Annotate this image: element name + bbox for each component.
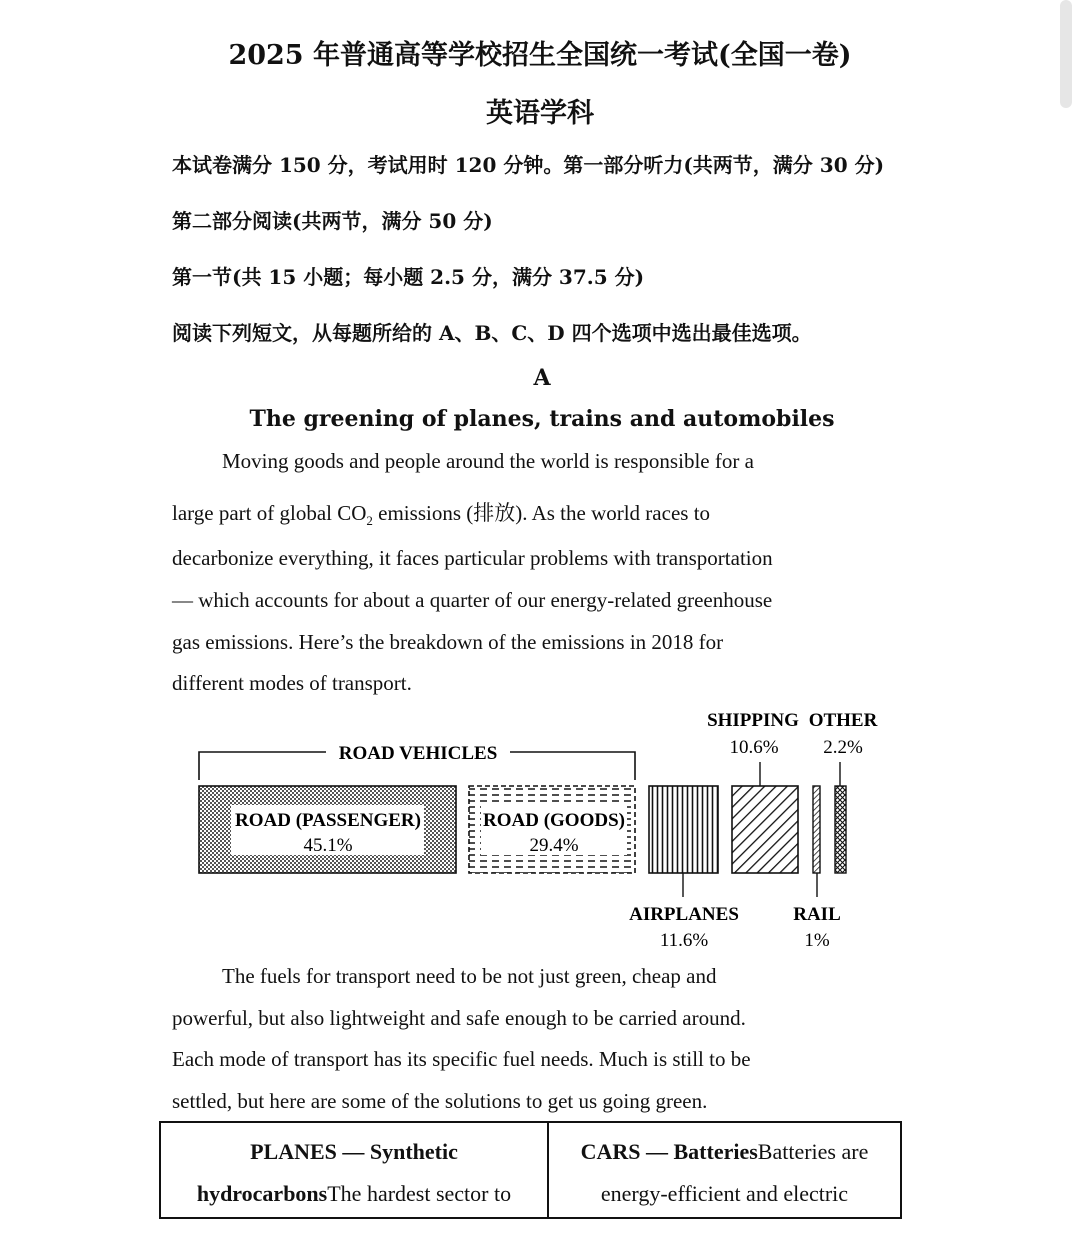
text-line: Moving goods and people around the world is responsible for a	[222, 449, 754, 473]
exam-subject: 英语学科	[486, 98, 594, 129]
text-line	[172, 497, 710, 529]
text-line: — which accounts for about a quarter of our energy-related greenhouse	[172, 588, 773, 612]
category-label-road-goods: ROAD (GOODS)	[483, 810, 625, 831]
bar-other	[835, 786, 846, 873]
value-label-road-goods: 29.4%	[529, 835, 579, 856]
road-vehicles-label: ROAD VEHICLES	[338, 743, 498, 764]
text-line: different modes of transport.	[172, 671, 412, 695]
instruction-line: 本试卷满分 150 分，考试用时 120 分钟。第一部分听力(共两节，满分 30 分)	[172, 153, 885, 177]
category-label-shipping: SHIPPING	[707, 710, 799, 731]
passage-title: The greening of planes, trains and automobiles	[249, 406, 835, 432]
text-line: powerful, but also lightweight and safe enough to be carried around.	[172, 1006, 746, 1030]
bar-airplanes	[649, 786, 718, 873]
solution-cell-cars	[549, 1123, 900, 1217]
instruction-line: 第一节(共 15 小题；每小题 2.5 分，满分 37.5 分)	[172, 265, 645, 289]
solution-line	[161, 1173, 547, 1215]
text-line: gas emissions. Here’s the breakdown of the emissions in 2018 for	[172, 630, 724, 654]
solution-heading: hydrocarbons	[196, 1181, 328, 1206]
value-label-rail: 1%	[804, 930, 830, 951]
text-segment: large part of global CO	[172, 501, 367, 525]
solution-line	[549, 1173, 900, 1215]
solution-heading: CARS — Batteries	[580, 1139, 758, 1164]
text-line: settled, but here are some of the solutions to get us going green.	[172, 1089, 708, 1113]
value-label-road-passenger: 45.1%	[303, 835, 353, 856]
solutions-table	[159, 1121, 902, 1219]
bar-rail	[813, 786, 820, 873]
category-label-airplanes: AIRPLANES	[629, 904, 739, 925]
value-label-shipping: 10.6%	[729, 737, 779, 758]
solution-text: energy-efficient and electric	[600, 1181, 849, 1206]
value-label-other: 2.2%	[823, 737, 863, 758]
category-label-road-passenger: ROAD (PASSENGER)	[235, 810, 421, 831]
category-label-rail: RAIL	[793, 904, 841, 925]
solution-line	[549, 1131, 900, 1173]
subscript: 2	[366, 513, 373, 529]
text-line: The fuels for transport need to be not just green, cheap and	[222, 964, 717, 988]
passage-section-label: A	[533, 365, 551, 391]
solution-heading: PLANES — Synthetic	[250, 1139, 458, 1164]
exam-title: 2025 年普通高等学校招生全国统一考试(全国一卷)	[228, 40, 852, 71]
text-line: decarbonize everything, it faces particular problems with transportation	[172, 546, 773, 570]
instruction-line: 第二部分阅读(共两节，满分 50 分)	[172, 209, 493, 233]
solution-text: Batteries are	[757, 1139, 869, 1164]
text-segment: emissions (排放). As the world races to	[372, 501, 711, 525]
instruction-line: 阅读下列短文，从每题所给的 A、B、C、D 四个选项中选出最佳选项。	[172, 321, 812, 345]
transport-emissions-chart	[0, 700, 1080, 960]
solution-cell-planes	[161, 1123, 549, 1217]
category-label-other: OTHER	[808, 710, 878, 731]
bar-shipping	[732, 786, 798, 873]
text-line: Each mode of transport has its specific fuel needs. Much is still to be	[172, 1047, 751, 1071]
solution-text: The hardest sector to	[327, 1181, 512, 1206]
solution-line	[161, 1131, 547, 1173]
value-label-airplanes: 11.6%	[659, 930, 709, 951]
